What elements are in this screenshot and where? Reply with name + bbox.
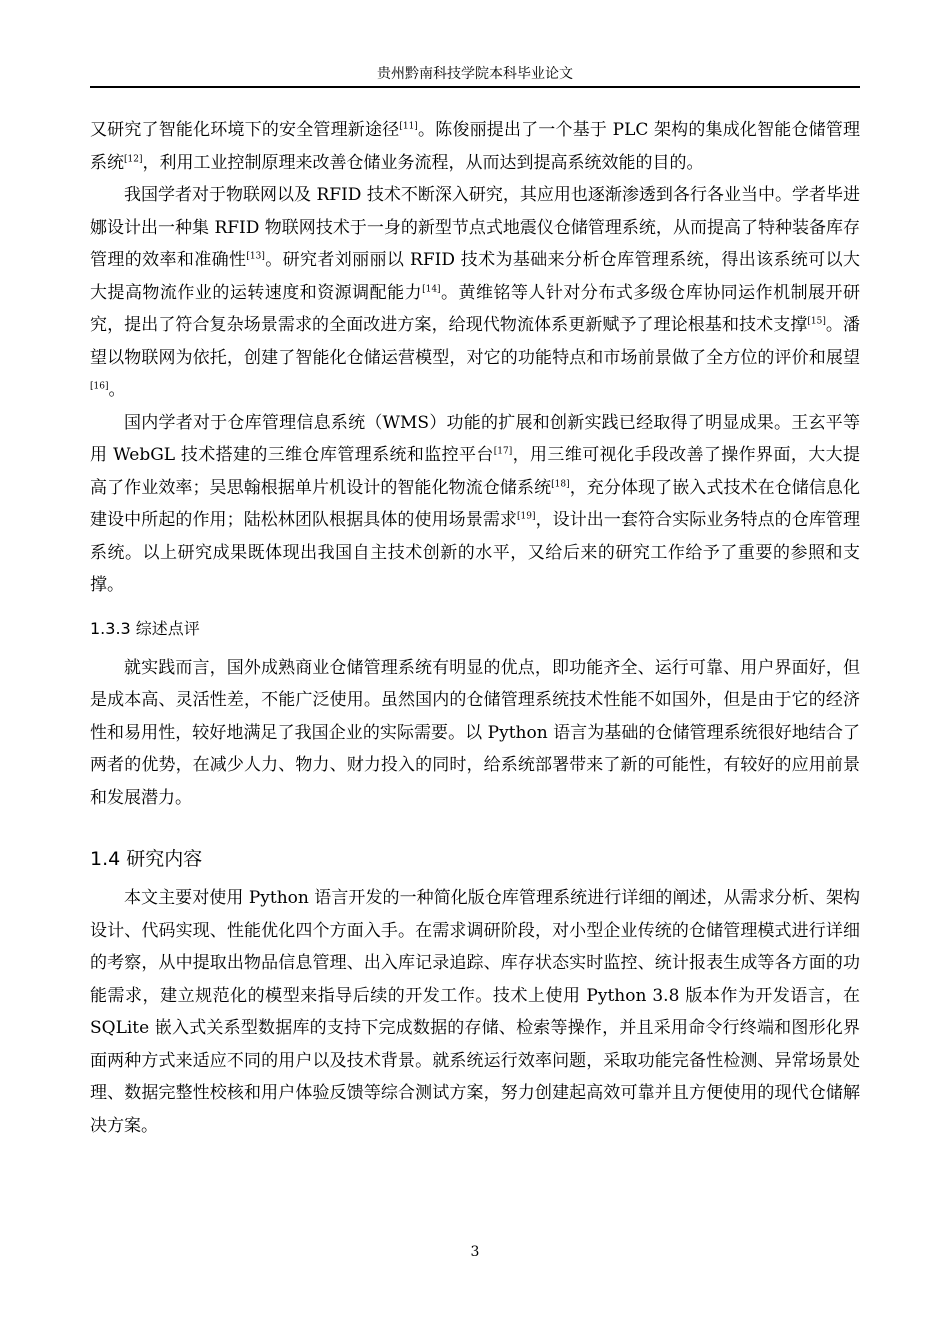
text-run: ，设计出一套符合实际业务特点的仓库管理系统。以上研究成果既体现出我国自主技术创新的水平，又给后来的研究工作给予了重要的参照和支撑。 [90, 510, 861, 595]
citation: [19] [517, 511, 536, 522]
text-run: ，利用工业控制原理来改善仓储业务流程，从而达到提高系统效能的目的。 [142, 152, 704, 173]
text-run: ，用三维可视化手段改善了操作界面，大大提高了作业效率；吴思翰根据单片机设计的智能化物流仓储系统 [90, 445, 860, 498]
citation: [14] [422, 283, 441, 294]
text-run: 。研究者刘丽丽以 RFID 技术为基础来分析仓库管理系统，得出该系统可以大大提高物流作业的运转速度和资源调配能力 [90, 250, 861, 303]
paragraph-research-content: 本文主要对使用 Python 语言开发的一种简化版仓库管理系统进行详细的阐述，从需求分析、架构设计、代码实现、性能优化四个方面入手。在需求调研阶段，对小型企业传统的仓储管理模式进行详细的考察，从中提取出物品信息管理、出入库记录追踪、库存状态实时监控、统计报表生成等各方面的功能需求，建立规范化的模型来指导后续的开发工作。技术上使用 Python 3.8 版本作为开发语言，在 SQLite 嵌入式关系型数据库的支持下完成数据的存储、检索等操作，并且采用命令行终端和图形化界面两种方式来适应不同的用户以及技术背景。就系统运行效率问题，采取功能完备性检测、异常场景处理、数据完整性校核和用户体验反馈等综合测试方案，努力创建起高效可靠并且方便使用的现代仓储解决方案。 [90, 888, 860, 1136]
text-run: 我国学者对于物联网以及 RFID 技术不断深入研究，其应用也逐渐渗透到各行各业当中。学者毕进娜设计出一种集 RFID 物联网技术于一身的新型节点式地震仪仓储管理系统，从而提高了特种装备库存管理的效率和准确性 [90, 185, 860, 270]
text-run: ，充分体现了嵌入式技术在仓储信息化建设中所起的作用；陆松林团队根据具体的使用场景需求 [90, 477, 860, 530]
paragraph-review: 就实践而言，国外成熟商业仓储管理系统有明显的优点，即功能齐全、运行可靠、用户界面好，但是成本高、灵活性差，不能广泛使用。虽然国内的仓储管理系统技术性能不如国外，但是由于它的经济性和易用性，较好地满足了我国企业的实际需要。以 Python 语言为基础的仓储管理系统很好地结合了两者的优势，在减少人力、物力、财力投入的同时，给系统部署带来了新的可能性，有较好的应用前景和发展潜力。 [90, 657, 860, 808]
citation: [12] [124, 153, 143, 164]
citation: [13] [246, 251, 265, 262]
header-rule [90, 86, 860, 88]
citation: [11] [399, 121, 418, 132]
paragraph-continuation [90, 114, 860, 179]
text-run: 。黄维铭等人针对分布式多级仓库协同运作机制展开研究，提出了符合复杂场景需求的全面改进方案，给现代物流体系更新赋予了理论根基和技术支撑 [90, 282, 861, 335]
page-number: 3 [470, 1244, 480, 1260]
text-run: 又研究了智能化环境下的安全管理新途径 [90, 120, 400, 140]
text-run: 国内学者对于仓库管理信息系统（WMS）功能的扩展和创新实践已经取得了明显成果。王玄平等用 WebGL 技术搭建的三维仓库管理系统和监控平台 [90, 412, 860, 465]
citation: [15] [807, 316, 826, 327]
citation: [17] [493, 446, 513, 457]
running-header: 贵州黔南科技学院本科毕业论文 [377, 66, 573, 82]
paragraph-wms [90, 407, 860, 602]
page-body [90, 114, 860, 1142]
citation: [16] [90, 381, 109, 392]
text-run: 。 [108, 380, 126, 400]
text-run: 。潘望以物联网为依托，创建了智能化仓储运营模型，对它的功能特点和市场前景做了全方位的评价和展望 [90, 315, 861, 368]
citation: [18] [551, 478, 570, 489]
subsection-heading: 1.3.3 综述点评 [90, 618, 200, 638]
section-heading: 1.4 研究内容 [90, 848, 203, 870]
paragraph-iot-rfid [90, 179, 860, 407]
text-run: 。陈俊丽提出了一个基于 PLC 架构的集成化智能仓储管理系统 [90, 120, 861, 173]
